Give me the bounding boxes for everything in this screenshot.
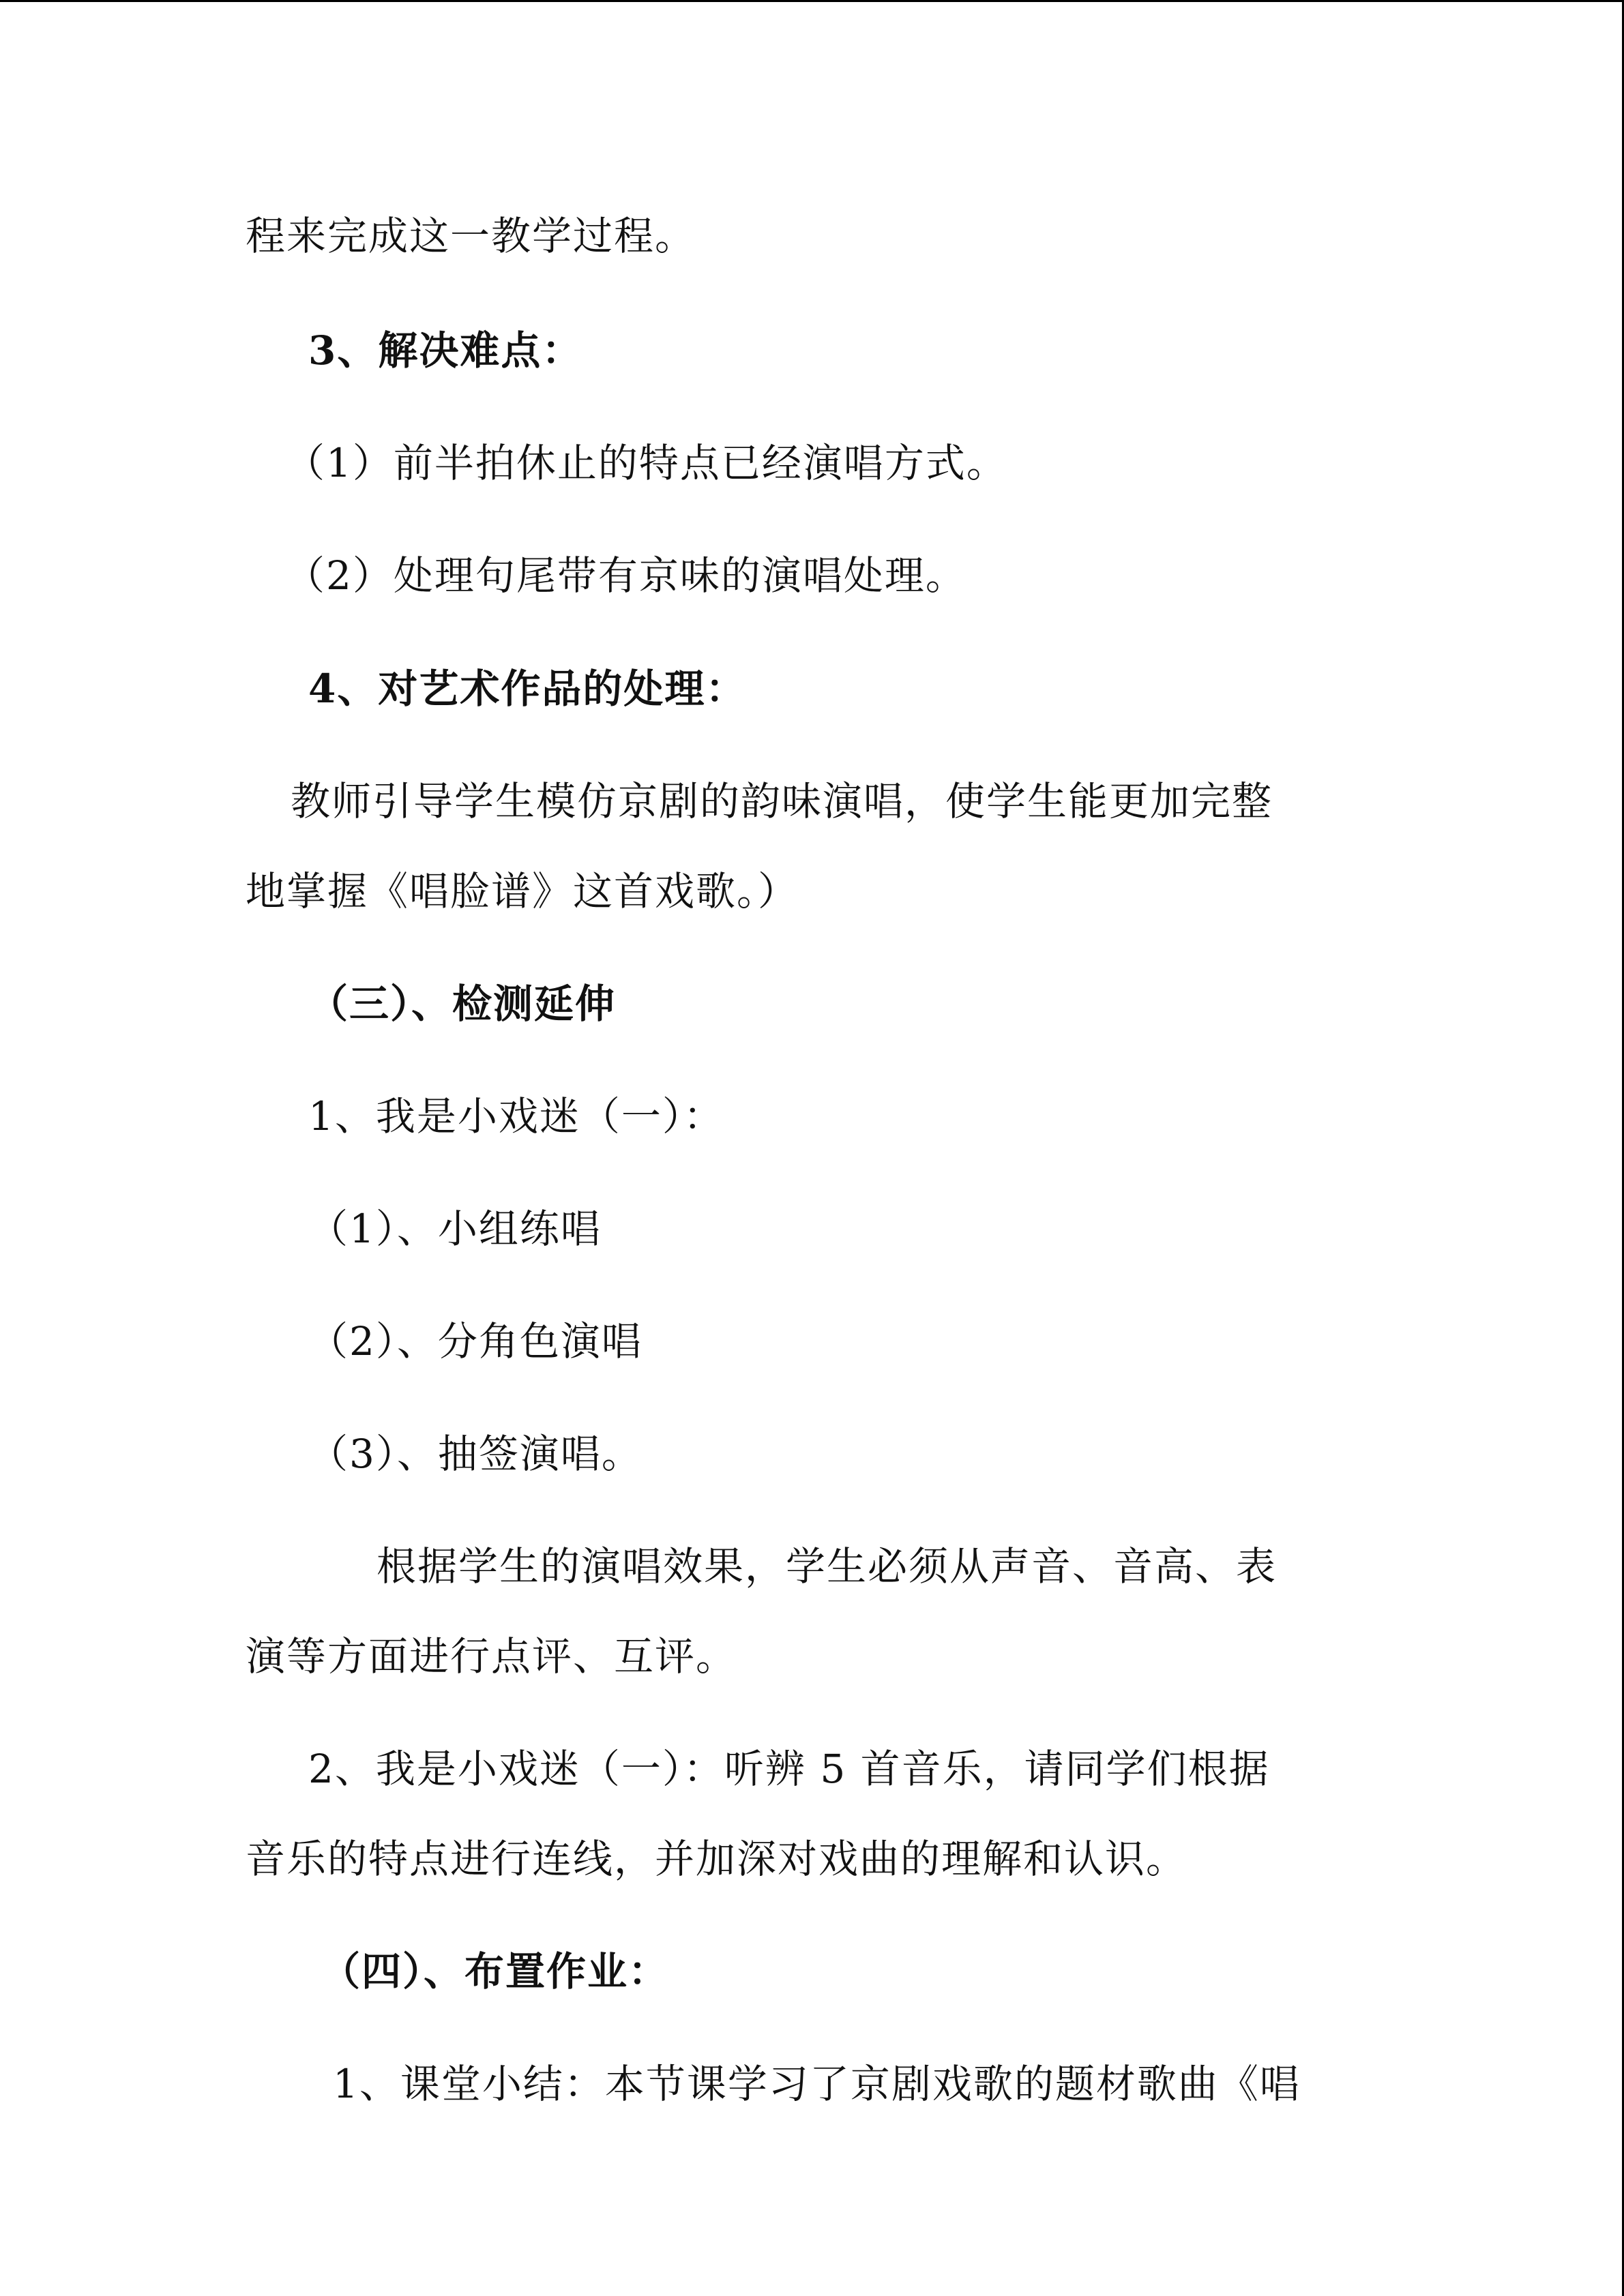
list-item: 1、我是小戏迷（一）：: [308, 1093, 724, 1139]
paragraph-line: 1、课堂小结：本节课学习了京剧戏歌的题材歌曲《唱: [333, 2061, 1301, 2107]
list-item: （1）、小组练唱: [308, 1206, 602, 1252]
section-heading: 4、对艺术作品的处理：: [308, 666, 747, 712]
paragraph-line: 教师引导学生模仿京剧的韵味演唱，使学生能更加完整: [291, 778, 1273, 824]
list-item: （2）处理句尾带有京味的演唱处理。: [285, 552, 966, 599]
paragraph-line: 音乐的特点进行连线，并加深对戏曲的理解和认识。: [246, 1836, 1187, 1882]
list-item: （1）前半拍休止的特点已经演唱方式。: [285, 440, 1007, 486]
list-item: （2）、分角色演唱: [308, 1318, 643, 1365]
section-heading: 3、解决难点：: [308, 327, 583, 374]
list-item: （3）、抽签演唱。: [308, 1431, 643, 1477]
page-top-border: [0, 0, 1624, 2]
paragraph-line: 根据学生的演唱效果，学生必须从声音、音高、表: [377, 1543, 1278, 1590]
paragraph-line: 演等方面进行点评、互评。: [246, 1633, 737, 1680]
section-heading: （三）、检测延伸: [308, 981, 617, 1027]
paragraph-line: 程来完成这一教学过程。: [246, 213, 696, 259]
paragraph-line: 2、我是小戏迷（一）：听辨 5 首音乐，请同学们根据: [308, 1746, 1270, 1792]
section-heading: （四）、布置作业：: [321, 1948, 670, 1995]
paragraph-line: 地掌握《唱脸谱》这首戏歌。）: [246, 868, 799, 914]
